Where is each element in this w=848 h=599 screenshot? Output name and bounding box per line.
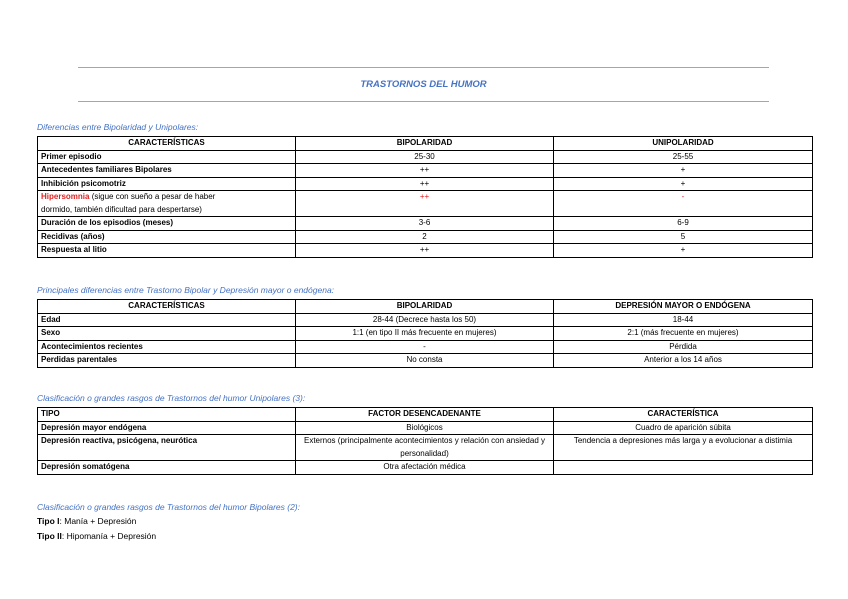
row-label: Recidivas (años) [38, 230, 296, 244]
top-rule [78, 67, 769, 68]
table-row [38, 244, 813, 258]
cell-tipo: Depresión mayor endógena [38, 421, 296, 435]
section2-caption: Principales diferencias entre Trastorno Bipolar y Depresión mayor o endógena: [37, 285, 335, 295]
header-depresion-mayor: DEPRESIÓN MAYOR O ENDÓGENA [554, 300, 813, 314]
cell-factor: Otra afectación médica [296, 461, 554, 475]
cell-factor: Biológicos [296, 421, 554, 435]
bipolar-major-depression-table [37, 299, 813, 368]
cell-depression: 2:1 (más frecuente en mujeres) [554, 327, 813, 341]
table-row [38, 421, 813, 435]
table-row [38, 461, 813, 475]
cell-bipolar: ++ [296, 244, 554, 258]
cell-bipolar: 1:1 (en tipo II más frecuente en mujeres) [296, 327, 554, 341]
header-bipolaridad: BIPOLARIDAD [296, 137, 554, 151]
cell-bipolar: ++ [296, 164, 554, 178]
table-row [38, 177, 813, 191]
cell-depression: Anterior a los 14 años [554, 354, 813, 368]
document-title: TRASTORNOS DEL HUMOR [360, 79, 487, 90]
cell-caracteristica: Tendencia a depresiones más larga y a evolucionar a distimia [554, 435, 813, 461]
unipolar-classification-table [37, 407, 813, 475]
cell-unipolar: + [554, 177, 813, 191]
cell-bipolar: No consta [296, 354, 554, 368]
row-label: Inhibición psicomotriz [38, 177, 296, 191]
header-caracteristica: CARACTERÍSTICA [554, 408, 813, 422]
row-label: Perdidas parentales [38, 354, 296, 368]
table-row [38, 164, 813, 178]
tipo-i-line [37, 516, 136, 526]
cell-unipolar: 6-9 [554, 217, 813, 231]
bipolar-unipolar-table [37, 136, 813, 258]
header-bipolaridad: BIPOLARIDAD [296, 300, 554, 314]
tipo-i-text: : Manía + Depresión [59, 516, 137, 526]
table-row [38, 150, 813, 164]
cell-unipolar: 25-55 [554, 150, 813, 164]
row-label: Antecedentes familiares Bipolares [38, 164, 296, 178]
row-label: Acontecimientos recientes [38, 340, 296, 354]
table-row-hypersomnia [38, 191, 813, 217]
table-row [38, 327, 813, 341]
cell-factor: Externos (principalmente acontecimientos y relación con ansiedad y personalidad) [296, 435, 554, 461]
header-tipo: TIPO [38, 408, 296, 422]
section4-caption: Clasificación o grandes rasgos de Trastornos del humor Bipolares (2): [37, 502, 300, 512]
tipo-ii-label: Tipo II [37, 531, 62, 541]
row-label: Respuesta al litio [38, 244, 296, 258]
table-header-row [38, 408, 813, 422]
cell-unipolar: + [554, 244, 813, 258]
row-label: Sexo [38, 327, 296, 341]
table-row [38, 340, 813, 354]
tipo-ii-text: : Hipomanía + Depresión [61, 531, 157, 541]
table-row [38, 435, 813, 461]
table-row [38, 217, 813, 231]
header-factor: FACTOR DESENCADENANTE [296, 408, 554, 422]
header-caracteristicas: CARACTERÍSTICAS [38, 137, 296, 151]
row-label: Primer episodio [38, 150, 296, 164]
hypersomnia-note-1: (sigue con sueño a pesar de haber [89, 192, 216, 201]
section1-caption: Diferencias entre Bipolaridad y Unipolares: [37, 122, 199, 132]
table-header-row [38, 137, 813, 151]
row-label: Edad [38, 313, 296, 327]
tipo-i-label: Tipo I [37, 516, 60, 526]
cell-bipolar: 25-30 [296, 150, 554, 164]
cell-bipolar: - [296, 340, 554, 354]
header-caracteristicas: CARACTERÍSTICAS [38, 300, 296, 314]
hypersomnia-note-2: dormido, también dificultad para despertarse) [41, 204, 202, 214]
cell-unipolar: - [554, 191, 813, 217]
row-label [38, 191, 296, 217]
table-row [38, 230, 813, 244]
cell-caracteristica: Cuadro de aparición súbita [554, 421, 813, 435]
section3-caption: Clasificación o grandes rasgos de Trastornos del humor Unipolares (3): [37, 393, 306, 403]
header-unipolaridad: UNIPOLARIDAD [554, 137, 813, 151]
cell-tipo: Depresión somatógena [38, 461, 296, 475]
table-row [38, 354, 813, 368]
cell-tipo: Depresión reactiva, psicógena, neurótica [38, 435, 296, 461]
cell-depression: 18-44 [554, 313, 813, 327]
cell-bipolar: 2 [296, 230, 554, 244]
cell-bipolar: 28-44 (Decrece hasta los 50) [296, 313, 554, 327]
title-bottom-rule [78, 101, 769, 102]
row-label: Duración de los episodios (meses) [38, 217, 296, 231]
cell-depression: Pérdida [554, 340, 813, 354]
cell-caracteristica [554, 461, 813, 475]
table-row [38, 313, 813, 327]
cell-bipolar: ++ [296, 191, 554, 217]
cell-bipolar: ++ [296, 177, 554, 191]
cell-unipolar: 5 [554, 230, 813, 244]
hypersomnia-label: Hipersomnia [41, 192, 90, 201]
cell-bipolar: 3-6 [296, 217, 554, 231]
tipo-ii-line [37, 531, 156, 541]
cell-unipolar: + [554, 164, 813, 178]
table-header-row [38, 300, 813, 314]
